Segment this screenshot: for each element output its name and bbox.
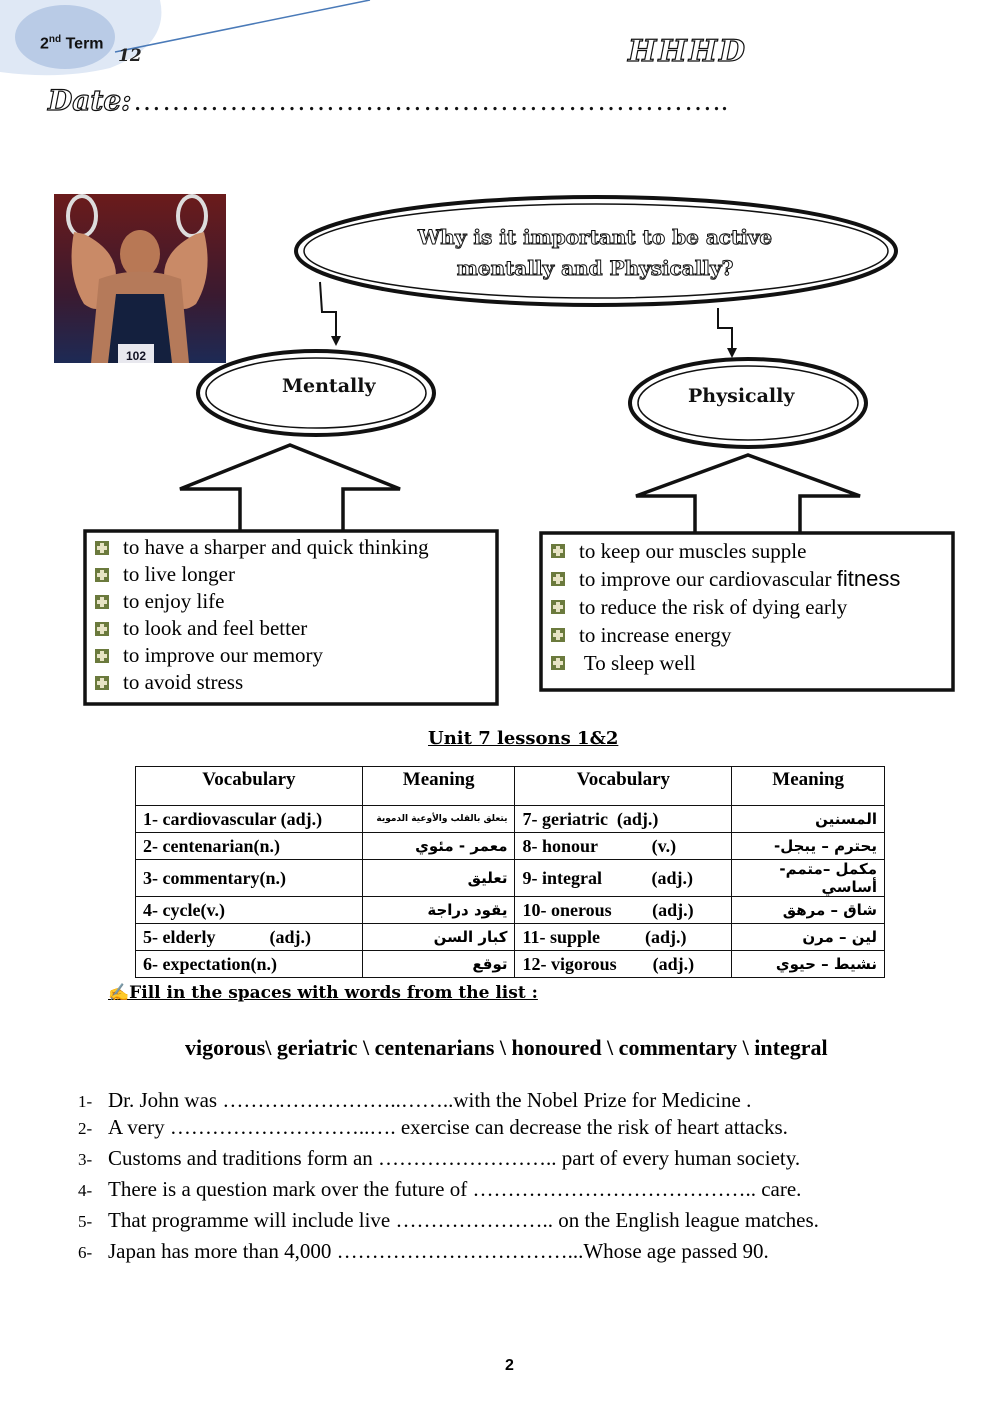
table-row — [136, 951, 885, 978]
bullet-icon — [95, 595, 109, 609]
table-header-row — [136, 767, 885, 806]
list-item: to improve our memory — [95, 642, 429, 669]
vocab-cell: 8- honour (v.) — [515, 833, 732, 860]
column-header: Meaning — [362, 767, 515, 806]
grade-code: 12 — [118, 46, 142, 66]
sentence: 4- There is a question mark over the future of ………………………………….. care. — [78, 1177, 802, 1201]
meaning-cell: يقود دراجة — [362, 897, 515, 924]
vocab-cell: 2- centenarian(n.) — [136, 833, 363, 860]
mentally-label: Mentally — [282, 375, 376, 397]
bullet-icon — [95, 622, 109, 636]
page-number: 2 — [505, 1357, 514, 1374]
column-header: Vocabulary — [136, 767, 363, 806]
exercise-instruction: ✍Fill in the spaces with words from the list : — [108, 983, 538, 1003]
date-label: Date: — [48, 84, 132, 117]
vocab-cell: 9- integral (adj.) — [515, 860, 732, 897]
bullet-icon — [551, 572, 565, 586]
left-connector-arrow — [320, 282, 336, 338]
list-item: to enjoy life — [95, 588, 429, 615]
right-connector-arrow — [718, 308, 732, 350]
list-item: to look and feel better — [95, 615, 429, 642]
meaning-cell: مكمل –متمم-أساسي — [732, 860, 885, 897]
right-up-arrow — [636, 455, 860, 534]
meaning-cell: المسنين — [732, 806, 885, 833]
bullet-icon — [95, 568, 109, 582]
bullet-icon — [95, 541, 109, 555]
sentence: 1- Dr. John was ……………………..……..with the Nobel Prize for Medicine . — [78, 1088, 752, 1112]
bib-number: 102 — [125, 349, 147, 363]
physical-benefits-list — [551, 537, 900, 677]
meaning-cell: يحترم – يبجل- — [732, 833, 885, 860]
vocab-cell: 5- elderly (adj.) — [136, 924, 363, 951]
meaning-cell: شاق – مرهق — [732, 897, 885, 924]
sentence: 6- Japan has more than 4,000 ……………………………...Whose age passed 90. — [78, 1239, 769, 1263]
sentence: 2- A very ………………………..…. exercise can decrease the risk of heart attacks. — [78, 1115, 788, 1139]
diagram-question: Why is it important to be active mentally and Physically? — [417, 225, 773, 280]
list-item: to increase energy — [551, 621, 900, 649]
vocab-cell: 4- cycle(v.) — [136, 897, 363, 924]
unit-title: Unit 7 lessons 1&2 — [428, 728, 619, 749]
bullet-icon — [551, 600, 565, 614]
meaning-cell: نشيط – حيوي — [732, 951, 885, 978]
meaning-cell: تعليق — [362, 860, 515, 897]
left-up-arrow — [180, 445, 400, 532]
list-item: to keep our muscles supple — [551, 537, 900, 565]
meaning-cell: يتعلق بالقلب والأوعية الدموية — [362, 806, 515, 833]
school-name: HHHD — [628, 34, 748, 69]
bullet-icon — [95, 649, 109, 663]
bullet-icon — [551, 656, 565, 670]
vocab-cell: 10- onerous (adj.) — [515, 897, 732, 924]
list-item: to live longer — [95, 561, 429, 588]
vocab-cell: 1- cardiovascular (adj.) — [136, 806, 363, 833]
term-badge: 2nd Term — [40, 34, 104, 53]
meaning-cell: لين – مرن — [732, 924, 885, 951]
sentence: 5- That programme will include live ………………….. on the English league matches. — [78, 1208, 819, 1232]
vocab-cell: 3- commentary(n.) — [136, 860, 363, 897]
column-header: Meaning — [732, 767, 885, 806]
sentence: 3- Customs and traditions form an …………………….. part of every human society. — [78, 1146, 801, 1170]
date-blank: …………………………………………………….. — [133, 86, 729, 117]
vocabulary-table — [135, 766, 885, 978]
vocab-cell: 11- supple (adj.) — [515, 924, 732, 951]
vocab-cell: 6- expectation(n.) — [136, 951, 363, 978]
list-item: to have a sharper and quick thinking — [95, 534, 429, 561]
header-decoration — [0, 0, 992, 140]
vocab-cell: 12- vigorous (adj.) — [515, 951, 732, 978]
table-row — [136, 833, 885, 860]
list-item: to avoid stress — [95, 669, 429, 696]
vocab-cell: 7- geriatric (adj.) — [515, 806, 732, 833]
meaning-cell: معمر - مئوي — [362, 833, 515, 860]
bullet-icon — [551, 628, 565, 642]
physically-label: Physically — [688, 385, 795, 407]
table-row — [136, 860, 885, 897]
list-item: to reduce the risk of dying early — [551, 593, 900, 621]
table-row — [136, 897, 885, 924]
bullet-icon — [95, 676, 109, 690]
list-item: to improve our cardiovascular fitness — [551, 565, 900, 593]
list-item: To sleep well — [551, 649, 900, 677]
table-row — [136, 924, 885, 951]
word-list: vigorous\ geriatric \ centenarians \ honoured \ commentary \ integral — [185, 1035, 828, 1060]
mental-benefits-list — [95, 534, 429, 696]
bullet-icon — [551, 544, 565, 558]
column-header: Vocabulary — [515, 767, 732, 806]
table-row — [136, 806, 885, 833]
meaning-cell: كبار السن — [362, 924, 515, 951]
meaning-cell: توقع — [362, 951, 515, 978]
